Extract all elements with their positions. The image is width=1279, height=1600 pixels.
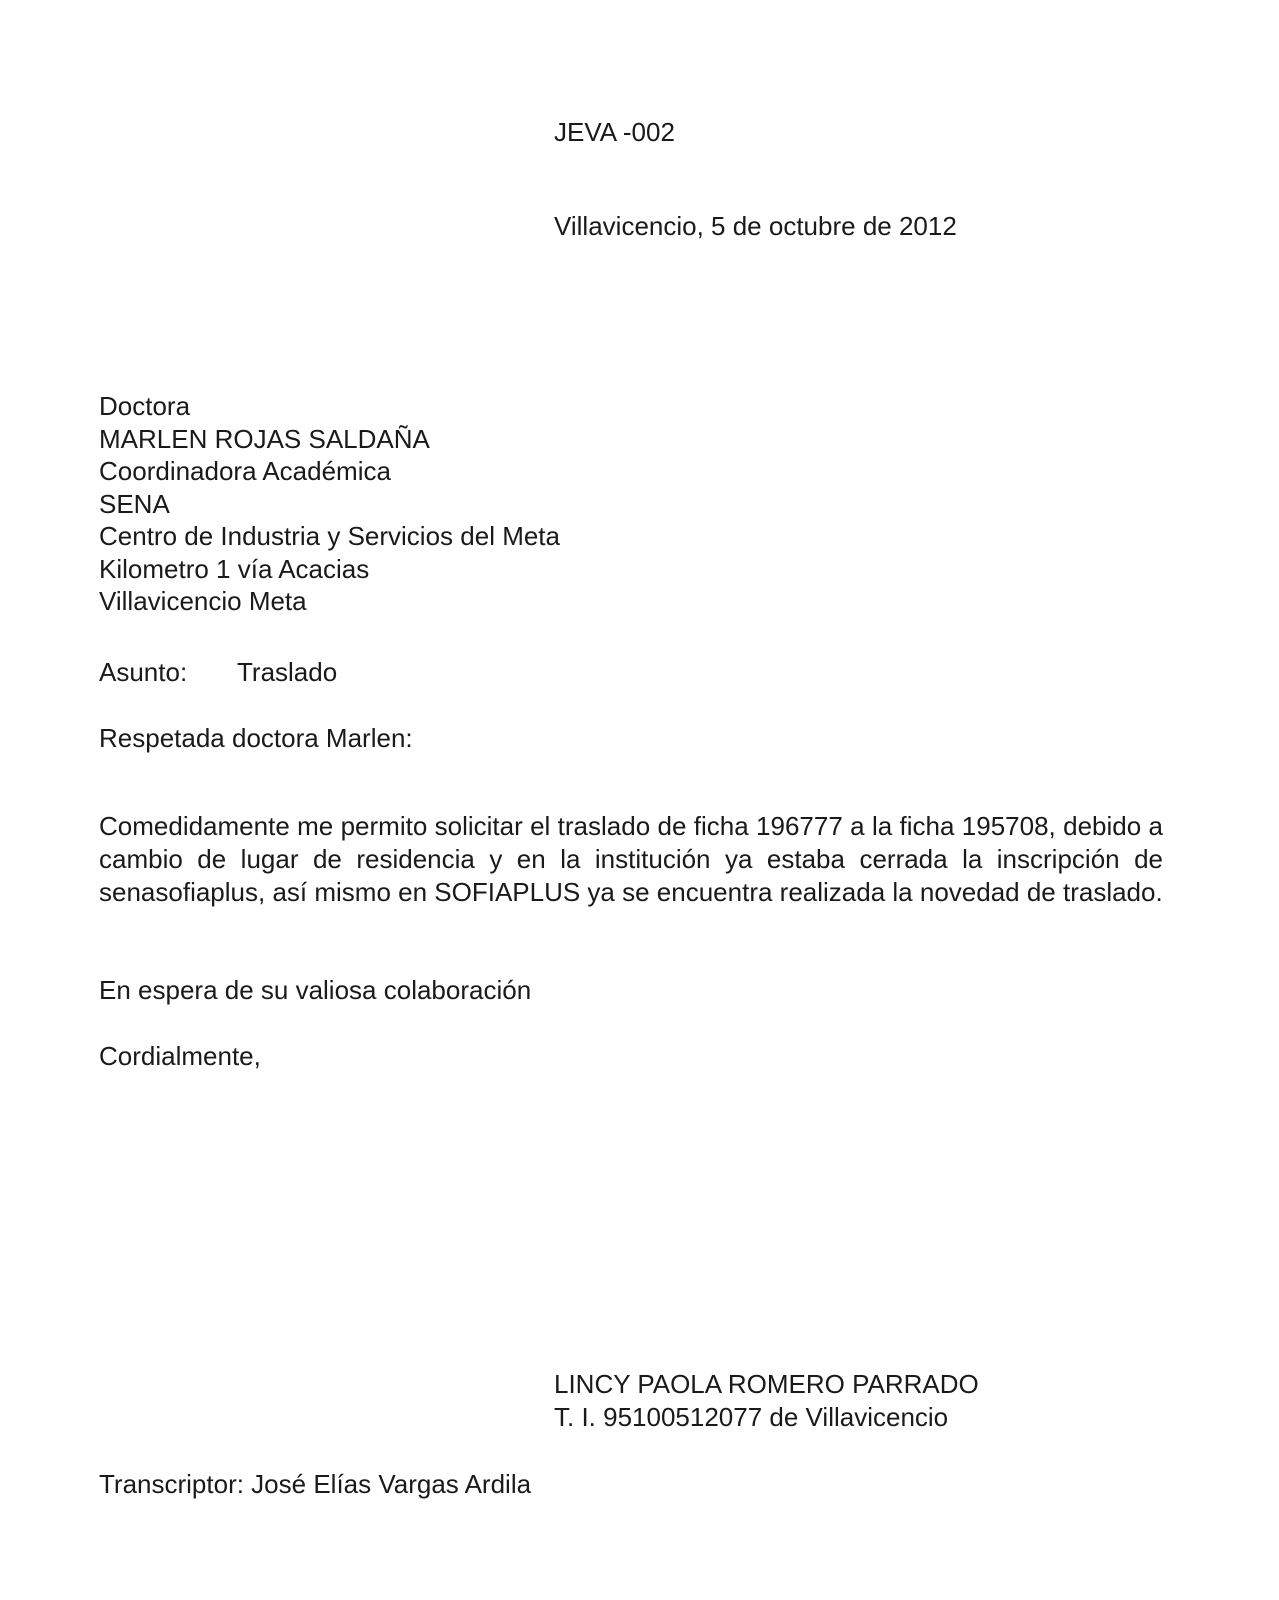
recipient-block — [99, 390, 560, 618]
recipient-organization: SENA — [99, 488, 170, 519]
valediction: Cordialmente, — [99, 1041, 261, 1071]
recipient-title: Doctora — [99, 391, 191, 421]
recipient-position: Coordinadora Académica — [99, 456, 391, 486]
document-reference: JEVA -002 — [554, 117, 675, 147]
signature-id: T. I. 95100512077 de Villavicencio — [554, 1401, 949, 1432]
date-line: Villavicencio, 5 de octubre de 2012 — [554, 211, 957, 241]
closing-line: En espera de su valiosa colaboración — [99, 975, 532, 1005]
recipient-name: MARLEN ROJAS SALDAÑA — [99, 423, 430, 454]
transcriptor-line: Transcriptor: José Elías Vargas Ardila — [99, 1469, 532, 1499]
recipient-address: Kilometro 1 vía Acacias — [99, 553, 370, 584]
subject-line — [99, 656, 337, 688]
recipient-city: Villavicencio Meta — [99, 586, 307, 616]
subject-label: Asunto: — [99, 657, 188, 687]
recipient-center: Centro de Industria y Servicios del Meta — [99, 521, 560, 551]
subject-value: Traslado — [237, 657, 338, 687]
salutation: Respetada doctora Marlen: — [99, 723, 413, 753]
signature-block — [554, 1368, 979, 1433]
body-paragraph: Comedidamente me permito solicitar el traslado de ficha 196777 a la ficha 195708, debido a cambio de lugar de residencia y en la institución ya estaba cerrada la inscripción de senasofiaplus, así mismo en SOFIAPLUS ya se encuentra realizada la novedad de traslado. — [99, 811, 1163, 907]
signature-name: LINCY PAOLA ROMERO PARRADO — [554, 1369, 979, 1399]
